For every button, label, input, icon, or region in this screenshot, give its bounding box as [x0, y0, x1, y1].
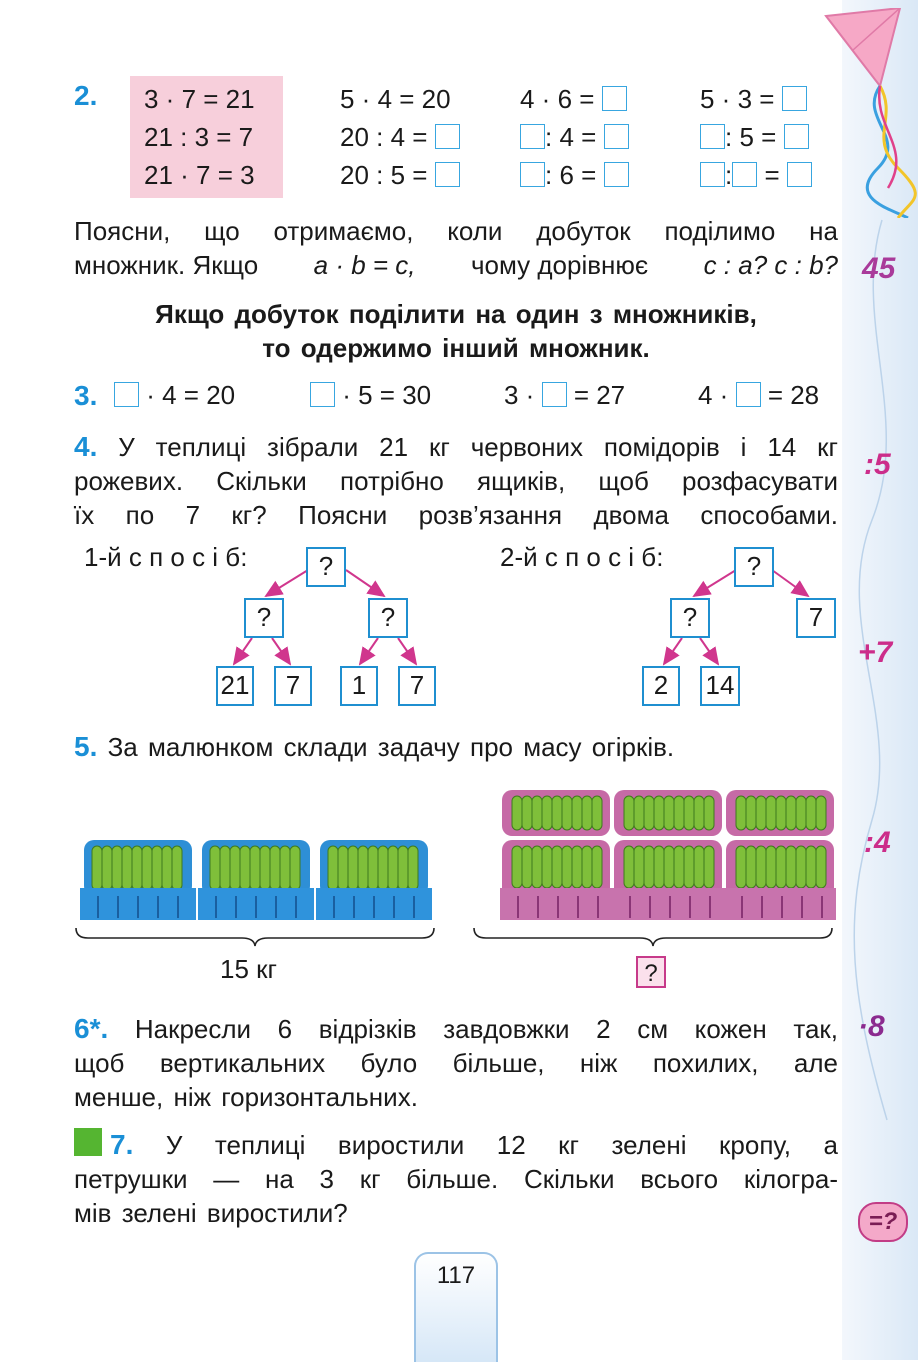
task2-question-line1: Поясни, що отримаємо, коли добуток поділимо на [74, 216, 838, 246]
pink-crate [612, 790, 724, 840]
pink-crate [612, 840, 724, 920]
task3-eq1: · 4 = 20 [114, 380, 235, 411]
green-square-marker [74, 1128, 102, 1156]
col3-row2: : 5 = [700, 122, 809, 153]
example-line-3: 21 · 7 = 3 [144, 160, 255, 190]
task7-line1: 7. У теплиці виростили 12 кг зелені кропу, а [110, 1129, 838, 1160]
rule-line1: Якщо добуток поділити на один з множників, [155, 299, 757, 329]
task6-line3: менше, ніж горизонтальних. [74, 1082, 418, 1112]
task2-number: 2. [74, 80, 98, 111]
way1-leaf-7a: 7 [274, 666, 312, 706]
task7-line3: мів зелені виростили? [74, 1198, 348, 1228]
question-badge: =? [858, 1202, 908, 1242]
rule-line2: то одержимо інший множник. [262, 333, 650, 363]
task5-line: 5. За малюнком склади задачу про масу огірків. [74, 731, 675, 762]
blue-crate-2 [198, 838, 314, 920]
pink-crate [724, 790, 836, 840]
way2-top-box: ? [734, 547, 774, 587]
way2-leaf-14: 14 [700, 666, 740, 706]
task2-question-line2: множник. Якщо a · b = c, чому дорівнює c : a? c : b? [74, 250, 838, 280]
pink-crate [500, 790, 612, 840]
way1-mid-right-box: ? [368, 598, 408, 638]
task4-line3: їх по 7 кг? Поясни розв’язання двома способами. [74, 500, 838, 530]
way1-leaf-21: 21 [216, 666, 254, 706]
task3-number: 3. [74, 380, 98, 411]
col1-row3: 20 : 5 = [340, 160, 460, 191]
task5-number: 5. [74, 731, 98, 762]
left-brace [74, 926, 436, 948]
right-brace [472, 926, 834, 948]
sidebar-label-plus7: +7 [858, 636, 893, 669]
task4-line2: рожевих. Скільки потрібно ящиків, щоб розфасувати [74, 466, 838, 496]
example-line-2: 21 : 3 = 7 [144, 122, 254, 152]
col1-row1: 5 · 4 = 20 [340, 84, 451, 114]
sidebar-label-div4: :4 [864, 826, 891, 859]
task3-eq3: 3 · = 27 [504, 380, 626, 410]
page-number: 117 [436, 1262, 476, 1289]
way1-label: 1-й с п о с і б: [84, 542, 248, 572]
left-mass-label: 15 кг [220, 954, 278, 984]
task6-line1: 6*. Накресли 6 відрізків завдовжки 2 см кожен так, [74, 1013, 839, 1044]
sidebar-label-45: 45 [862, 252, 896, 285]
task7-line2: петрушки — на 3 кг більше. Скільки всього кілогра- [74, 1164, 838, 1194]
blue-crate-1 [80, 838, 196, 920]
pink-crate [724, 840, 836, 920]
way1-top-box: ? [306, 547, 346, 587]
task3-eq4: 4 · = 28 [698, 380, 820, 410]
col1-row2: 20 : 4 = [340, 122, 460, 153]
task6-line2: щоб вертикальних було більше, ніж похилих, але [74, 1048, 838, 1078]
right-mass-box: ? [636, 956, 666, 988]
example-line-1: 3 · 7 = 21 [144, 84, 255, 114]
way2-mid-left-box: ? [670, 598, 710, 638]
blue-crate-3 [316, 838, 432, 920]
pink-crate [500, 840, 612, 920]
sidebar-label-div5: :5 [864, 448, 891, 481]
way2-leaf-2: 2 [642, 666, 680, 706]
col3-row3: : = [700, 160, 812, 191]
way1-leaf-1: 1 [340, 666, 378, 706]
task6-number: 6*. [74, 1013, 109, 1044]
col2-row2: : 4 = [520, 122, 629, 153]
col2-row1: 4 · 6 = [520, 84, 627, 115]
way2-label: 2-й с п о с і б: [500, 542, 664, 572]
way1-mid-left-box: ? [244, 598, 284, 638]
col2-row3: : 6 = [520, 160, 629, 191]
task3-eq2: · 5 = 30 [310, 380, 431, 411]
task7-number: 7. [110, 1129, 134, 1160]
col3-row1: 5 · 3 = [700, 84, 807, 115]
task4-number: 4. [74, 431, 98, 462]
way1-leaf-7b: 7 [398, 666, 436, 706]
task4-line1: 4. У теплиці зібрали 21 кг червоних помідорів і 14 кг [74, 431, 838, 462]
sidebar-label-times8: ·8 [858, 1010, 885, 1043]
way2-mid-right-box: 7 [796, 598, 836, 638]
